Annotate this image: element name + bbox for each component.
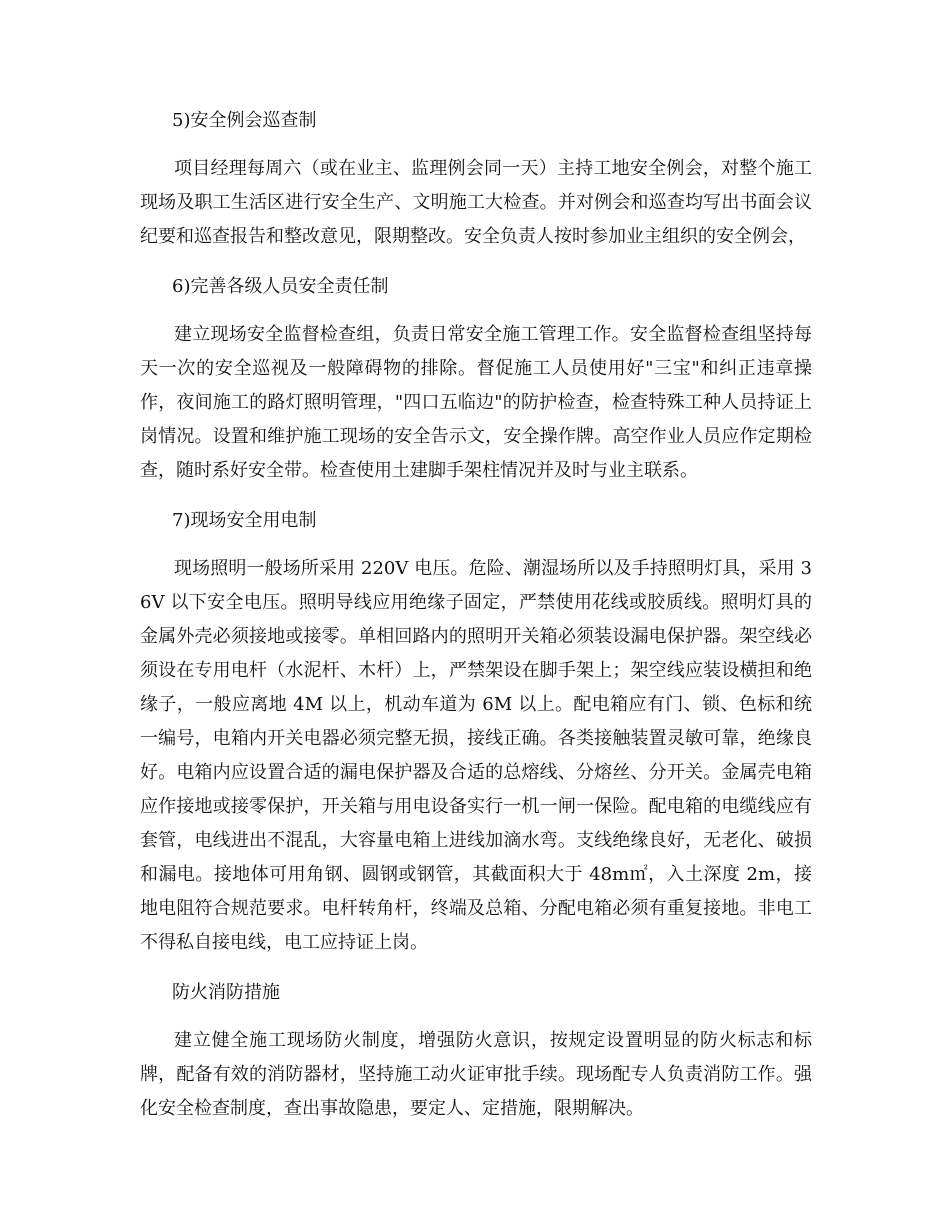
section-heading-electricity: 7)现场安全用电制 (172, 510, 317, 531)
section-paragraph-electricity: 现场照明一般场所采用 220V 电压。危险、潮湿场所以及手持照明灯具，采用 36V 以下安全电压。照明导线应用绝缘子固定，严禁使用花线或胶质线。照明灯具的金属外壳必须接地或接零。单相回路内的照明开关箱必须装设漏电保护器。架空线必须设在专用电杆（水泥杆、木杆）上，严禁架设在脚手架上；架空线应装设横担和绝缘子，一般应离地 4M 以上，机动车道为 6M 以上。配电箱应有门、锁、色标和统一编号，电箱内开关电器必须完整无损，接线正确。各类接触装置灵敏可靠，绝缘良好。电箱内应设置合适的漏电保护器及合适的总熔线、分熔丝、分开关。金属壳电箱应作接地或接零保护，开关箱与用电设备实行一机一闸一保险。配电箱的电缆线应有套管，电线进出不混乱，大容量电箱上进线加滴水弯。支线绝缘良好，无老化、破损和漏电。接地体可用角钢、圆钢或钢管，其截面积大于 48m㎡，入土深度 2m，接地电阻符合规范要求。电杆转角杆，终端及总箱、分配电箱必须有重复接地。非电工不得私自接电线，电工应持证上岗。 (140, 558, 812, 953)
section-heading-safety-meeting: 5)安全例会巡查制 (172, 110, 317, 131)
section-paragraph-safety-meeting: 项目经理每周六（或在业主、监理例会同一天）主持工地安全例会，对整个施工现场及职工生活区进行安全生产、文明施工大检查。并对例会和巡查均写出书面会议纪要和巡查报告和整改意见，限期整改。安全负责人按时参加业主组织的安全例会， (140, 158, 812, 247)
section-paragraph-fire-protection: 建立健全施工现场防火制度，增强防火意识，按规定设置明显的防火标志和标牌，配备有效的消防器材，坚持施工动火证审批手续。现场配专人负责消防工作。强化安全检查制度，查出事故隐患，要定人、定措施，限期解决。 (140, 1030, 812, 1119)
section-heading-responsibility: 6)完善各级人员安全责任制 (172, 276, 389, 297)
document-body (140, 104, 812, 1142)
section-heading-fire-protection: 防火消防措施 (172, 982, 280, 1003)
section-paragraph-responsibility: 建立现场安全监督检查组，负责日常安全施工管理工作。安全监督检查组坚持每天一次的安全巡视及一般障碍物的排除。督促施工人员使用好"三宝"和纠正违章操作，夜间施工的路灯照明管理，"四口五临边"的防护检查，检查特殊工种人员持证上岗情况。设置和维护施工现场的安全告示文，安全操作牌。高空作业人员应作定期检查，随时系好安全带。检查使用土建脚手架柱情况并及时与业主联系。 (140, 324, 812, 481)
